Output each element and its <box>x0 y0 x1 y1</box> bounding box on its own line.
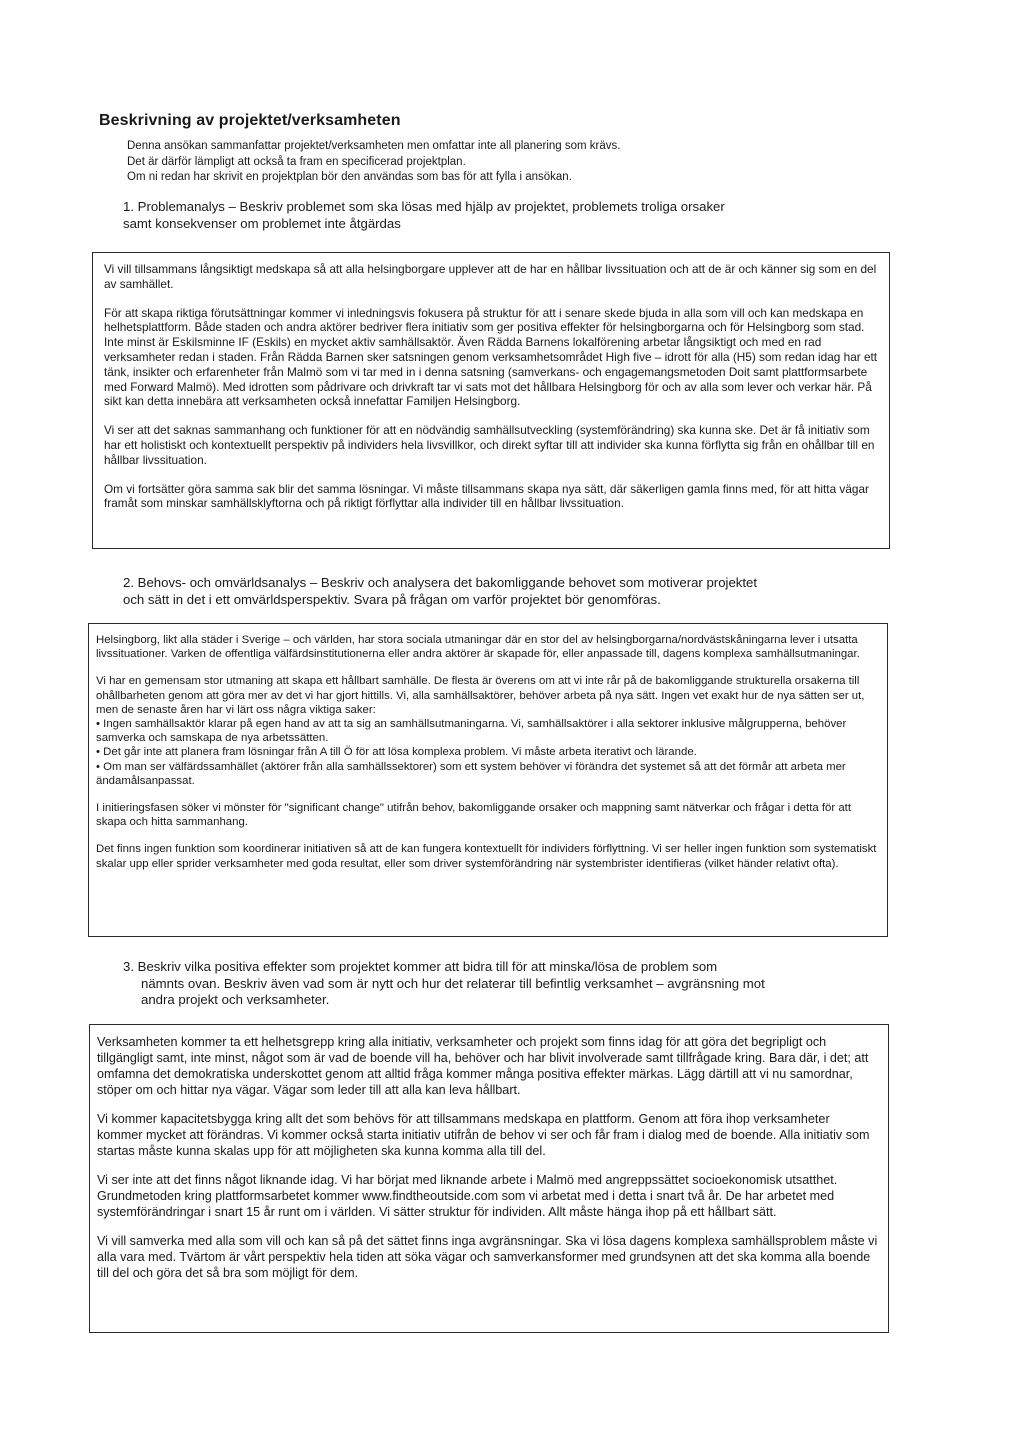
answer-2-paragraph: Det finns ingen funktion som koordinerar initiativen så att de kan fungera kontextuellt för individers förflyttning. Vi ser heller ingen funktion som systematiskt skalar upp eller sprider verksamheter med goda resultat, eller som driver systemförändring när systembrister identifieras (vilket händer relativt ofta). <box>96 843 877 870</box>
answer-3-paragraph: Vi vill samverka med alla som vill och kan så på det sättet finns inga avgränsningar. Ska vi lösa dagens komplexa samhällsproblem måste vi alla vara med. Tvärtom är vårt perspektiv hela tiden att söka vägar och samverkansformer med grundsynen att det ska komma alla boende till del och göra det så bra som möjligt för dem. <box>97 1234 878 1280</box>
answer-3-paragraph: Verksamheten kommer ta ett helhetsgrepp kring alla initiativ, verksamheter och projekt som finns idag för att göra det begripligt och tillgängligt samt, inte minst, något som är vad de boende vill ha, behöver och har blivit involverade samt tillfrågade kring. Bara där, i det; att omfamna det demokratiska underskottet genom att alltid fråga kommer många positiva effekter märkas. Lägg därtill att vi nu samordnar, stöper om och hittar nya vägar. Vägar som leder till att alla kan leva hållbart. <box>97 1035 869 1097</box>
question-3 <box>123 959 843 1009</box>
answer-2-text: Vi har en gemensam stor utmaning att skapa ett hållbart samhälle. De flesta är överens om att vi inte rår på de bakomliggande strukturella orsakerna till ohållbarheten genom att göra mer av det vi har gjort hittills. Vi, alla samhällsaktörer, behöver arbeta på nya sätt. Ingen vet exakt hur de nya sätten ser ut, men de senaste åren har vi lärt oss några viktiga saker: <box>96 675 865 716</box>
answer-box-1 <box>92 252 890 549</box>
answer-1-paragraph: Om vi fortsätter göra samma sak blir det samma lösningar. Vi måste tillsammans skapa nya sätt, där säkerligen gamla finns med, för att hitta vägar framåt som minskar samhällsklyftorna och på riktigt förflyttar alla individer till en hållbar livssituation. <box>104 481 869 511</box>
question-3-line: 3. Beskriv vilka positiva effekter som projektet kommer att bidra till för att minska/lösa de problem som <box>123 959 718 974</box>
intro-line: Det är därför lämpligt att också ta fram en specificerad projektplan. <box>127 155 466 168</box>
intro-text <box>127 139 747 186</box>
intro-line: Om ni redan har skrivit en projektplan bör den användas som bas för att fylla i ansökan. <box>127 171 572 183</box>
question-3-line: nämnts ovan. Beskriv även vad som är nytt och hur det relaterar till befintlig verksamhet – avgränsning mot <box>141 975 765 991</box>
answer-box-2 <box>88 623 888 937</box>
question-1-line: samt konsekvenser om problemet inte åtgärdas <box>123 215 401 231</box>
bullet-item: • Ingen samhällsaktör klarar på egen hand av att ta sig an samhällsutmaningarna. Vi, samhällsaktörer i alla sektorer inklusive målgrupperna, behöver samverka och samskapa de nya arbetssätten. <box>96 718 847 745</box>
answer-3-paragraph: Vi kommer kapacitetsbygga kring allt det som behövs för att tillsammans medskapa en plattform. Genom att föra ihop verksamheter kommer mycket att förändras. Vi kommer också starta initiativ utifrån de behov vi ser och får fram i dialog med de boende. Alla initiativ som startas måste kunna skalas upp för att möjligheten ska kunna komma alla till del. <box>97 1112 870 1158</box>
intro-line: Denna ansökan sammanfattar projektet/verksamheten men omfattar inte all planering som krävs. <box>127 140 621 152</box>
answer-1-paragraph: Vi vill tillsammans långsiktigt medskapa så att alla helsingborgare upplever att de har en hållbar livssituation och att de är och känner sig som en del av samhället. <box>104 262 877 291</box>
section-heading: Beskrivning av projektet/verksamheten <box>99 112 401 129</box>
question-1-line: 1. Problemanalys – Beskriv problemet som ska lösas med hjälp av projektet, problemets troliga orsaker <box>123 199 725 214</box>
question-2-line: 2. Behovs- och omvärldsanalys – Beskriv och analysera det bakomliggande behovet som motiverar projektet <box>123 575 758 590</box>
answer-2-paragraph <box>96 674 879 788</box>
answer-1-paragraph: För att skapa riktiga förutsättningar kommer vi inledningsvis fokusera på struktur för att i senare skede bjuda in alla som vill och kan medskapa en helhetsplattform. Både staden och andra aktörer bedriver flera initiativ som ger positiva effekter för helsingborgarna och för Helsingborg som stad. Inte minst är Eskilsminne IF (Eskils) en mycket aktiv samhällsaktör. Även Rädda Barnens lokalförening arbetar långsiktigt och med en rad verksamheter redan i staden. Från Rädda Barnen sker satsningen genom verksamhetsområdet High five – idrott för alla (H5) som redan idag har ett tänk, insikter och erfarenheter från Malmö som vi tar med in i denna satsning (samverkans- och engagemangsmetoden Doit samt plattformsarbete med Forward Malmö). Med idrotten som pådrivare och drivkraft tar vi sats mot det hållbara Helsingborg för och av alla som lever och verkar här. På sikt kan detta innebära att verksamheten också innefattar Familjen Helsingborg. <box>104 305 878 409</box>
answer-1-paragraph: Vi ser att det saknas sammanhang och funktioner för att en nödvändig samhällsutveckling (systemförändring) ska kunna ske. Det är få initiativ som har ett holistiskt och kontextuellt perspektiv på individers hela livsvillkor, och direkt syftar till att individer ska kunna förflytta sig från en ohållbar till en hållbar livssituation. <box>104 423 875 467</box>
question-3-line: andra projekt och verksamheter. <box>141 992 330 1007</box>
bullet-item: • Det går inte att planera fram lösningar från A till Ö för att lösa komplexa problem. Vi måste arbeta iterativt och lärande. <box>96 746 697 759</box>
answer-3-paragraph: Vi ser inte att det finns något liknande idag. Vi har börjat med liknande arbete i Malmö med angreppssättet socioekonomisk utsatthet. Grundmetoden kring plattformsarbetet kommer www.findtheoutside.com som vi arbetat med i detta i snart två år. De har arbetet med systemförändringar i snart 15 år runt om i världen. Vi sätter struktur för individen. Allt måste hänga ihop på ett hållbart sätt. <box>97 1173 838 1219</box>
answer-box-3 <box>89 1024 889 1333</box>
question-2 <box>123 575 823 608</box>
question-2-line: och sätt in det i ett omvärldsperspektiv. Svara på frågan om varför projektet bör genomföras. <box>123 591 661 607</box>
answer-2-paragraph: I initieringsfasen söker vi mönster för "significant change" utifrån behov, bakomliggande orsaker och mappning samt nätverkar och frågar i detta för att skapa och hitta sammanhang. <box>96 802 851 829</box>
question-1 <box>123 199 823 232</box>
answer-2-paragraph: Helsingborg, likt alla städer i Sverige – och världen, har stora sociala utmaningar där en stor del av helsingborgarna/nordvästskåningarna lever i utsatta livssituationer. Varken de offentliga välfärdsinstitutionerna eller andra aktörer är skapade för, eller anpassade till, dagens komplexa samhällsutmaningar. <box>96 634 860 661</box>
bullet-item: • Om man ser välfärdssamhället (aktörer från alla samhällssektorer) som ett system behöver vi förändra det systemet så att det förmår att arbeta mer ändamålsanpassat. <box>96 760 846 787</box>
